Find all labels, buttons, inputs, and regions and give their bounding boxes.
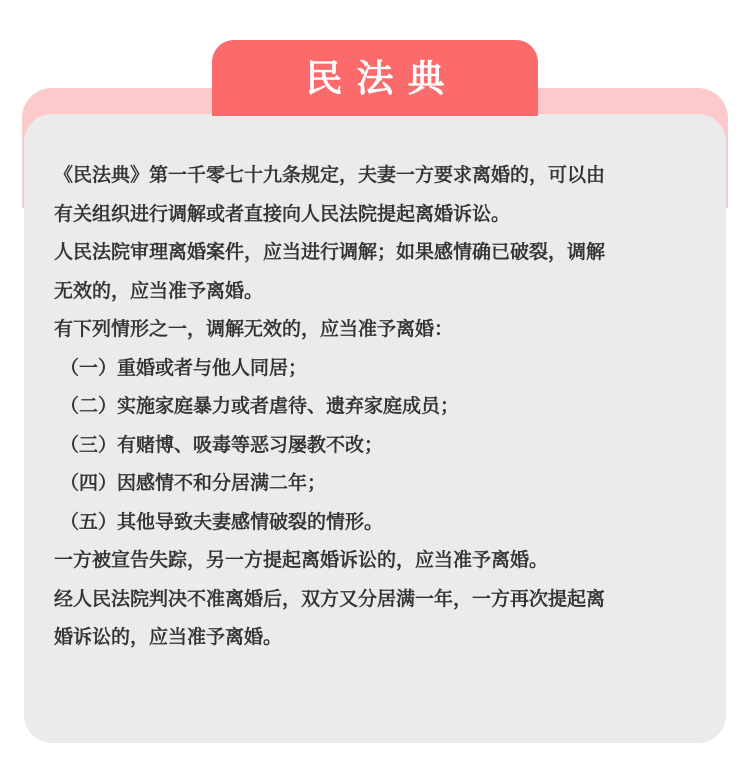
list-item: （三）有赌博、吸毒等恶习屡教不改； xyxy=(60,433,384,456)
title-tab xyxy=(212,40,538,116)
article-line: 有关组织进行调解或者直接向人民法院提起离婚诉讼。 xyxy=(54,202,511,225)
article-line: 经人民法院判决不准离婚后，双方又分居满一年，一方再次提起离 xyxy=(54,587,606,610)
article-line: 人民法院审理离婚案件，应当进行调解；如果感情确已破裂，调解 xyxy=(54,241,606,263)
article-line: 《民法典》第一千零七十九条规定，夫妻一方要求离婚的，可以由 xyxy=(54,164,606,186)
article-body xyxy=(54,156,704,657)
list-item: （五）其他导致夫妻感情破裂的情形。 xyxy=(60,510,384,533)
list-item: （一）重婚或者与他人同居； xyxy=(60,356,308,379)
list-item: （四）因感情不和分居满二年； xyxy=(60,472,327,494)
article-line: 无效的，应当准予离婚。 xyxy=(54,279,264,302)
list-item: （二）实施家庭暴力或者虐待、遗弃家庭成员； xyxy=(60,395,460,417)
page-title: 民法典 xyxy=(305,57,459,100)
article-line: 一方被宣告失踪，另一方提起离婚诉讼的，应当准予离婚。 xyxy=(54,549,549,571)
article-line: 婚诉讼的，应当准予离婚。 xyxy=(54,626,283,648)
article-line: 有下列情形之一，调解无效的，应当准予离婚： xyxy=(54,318,454,340)
